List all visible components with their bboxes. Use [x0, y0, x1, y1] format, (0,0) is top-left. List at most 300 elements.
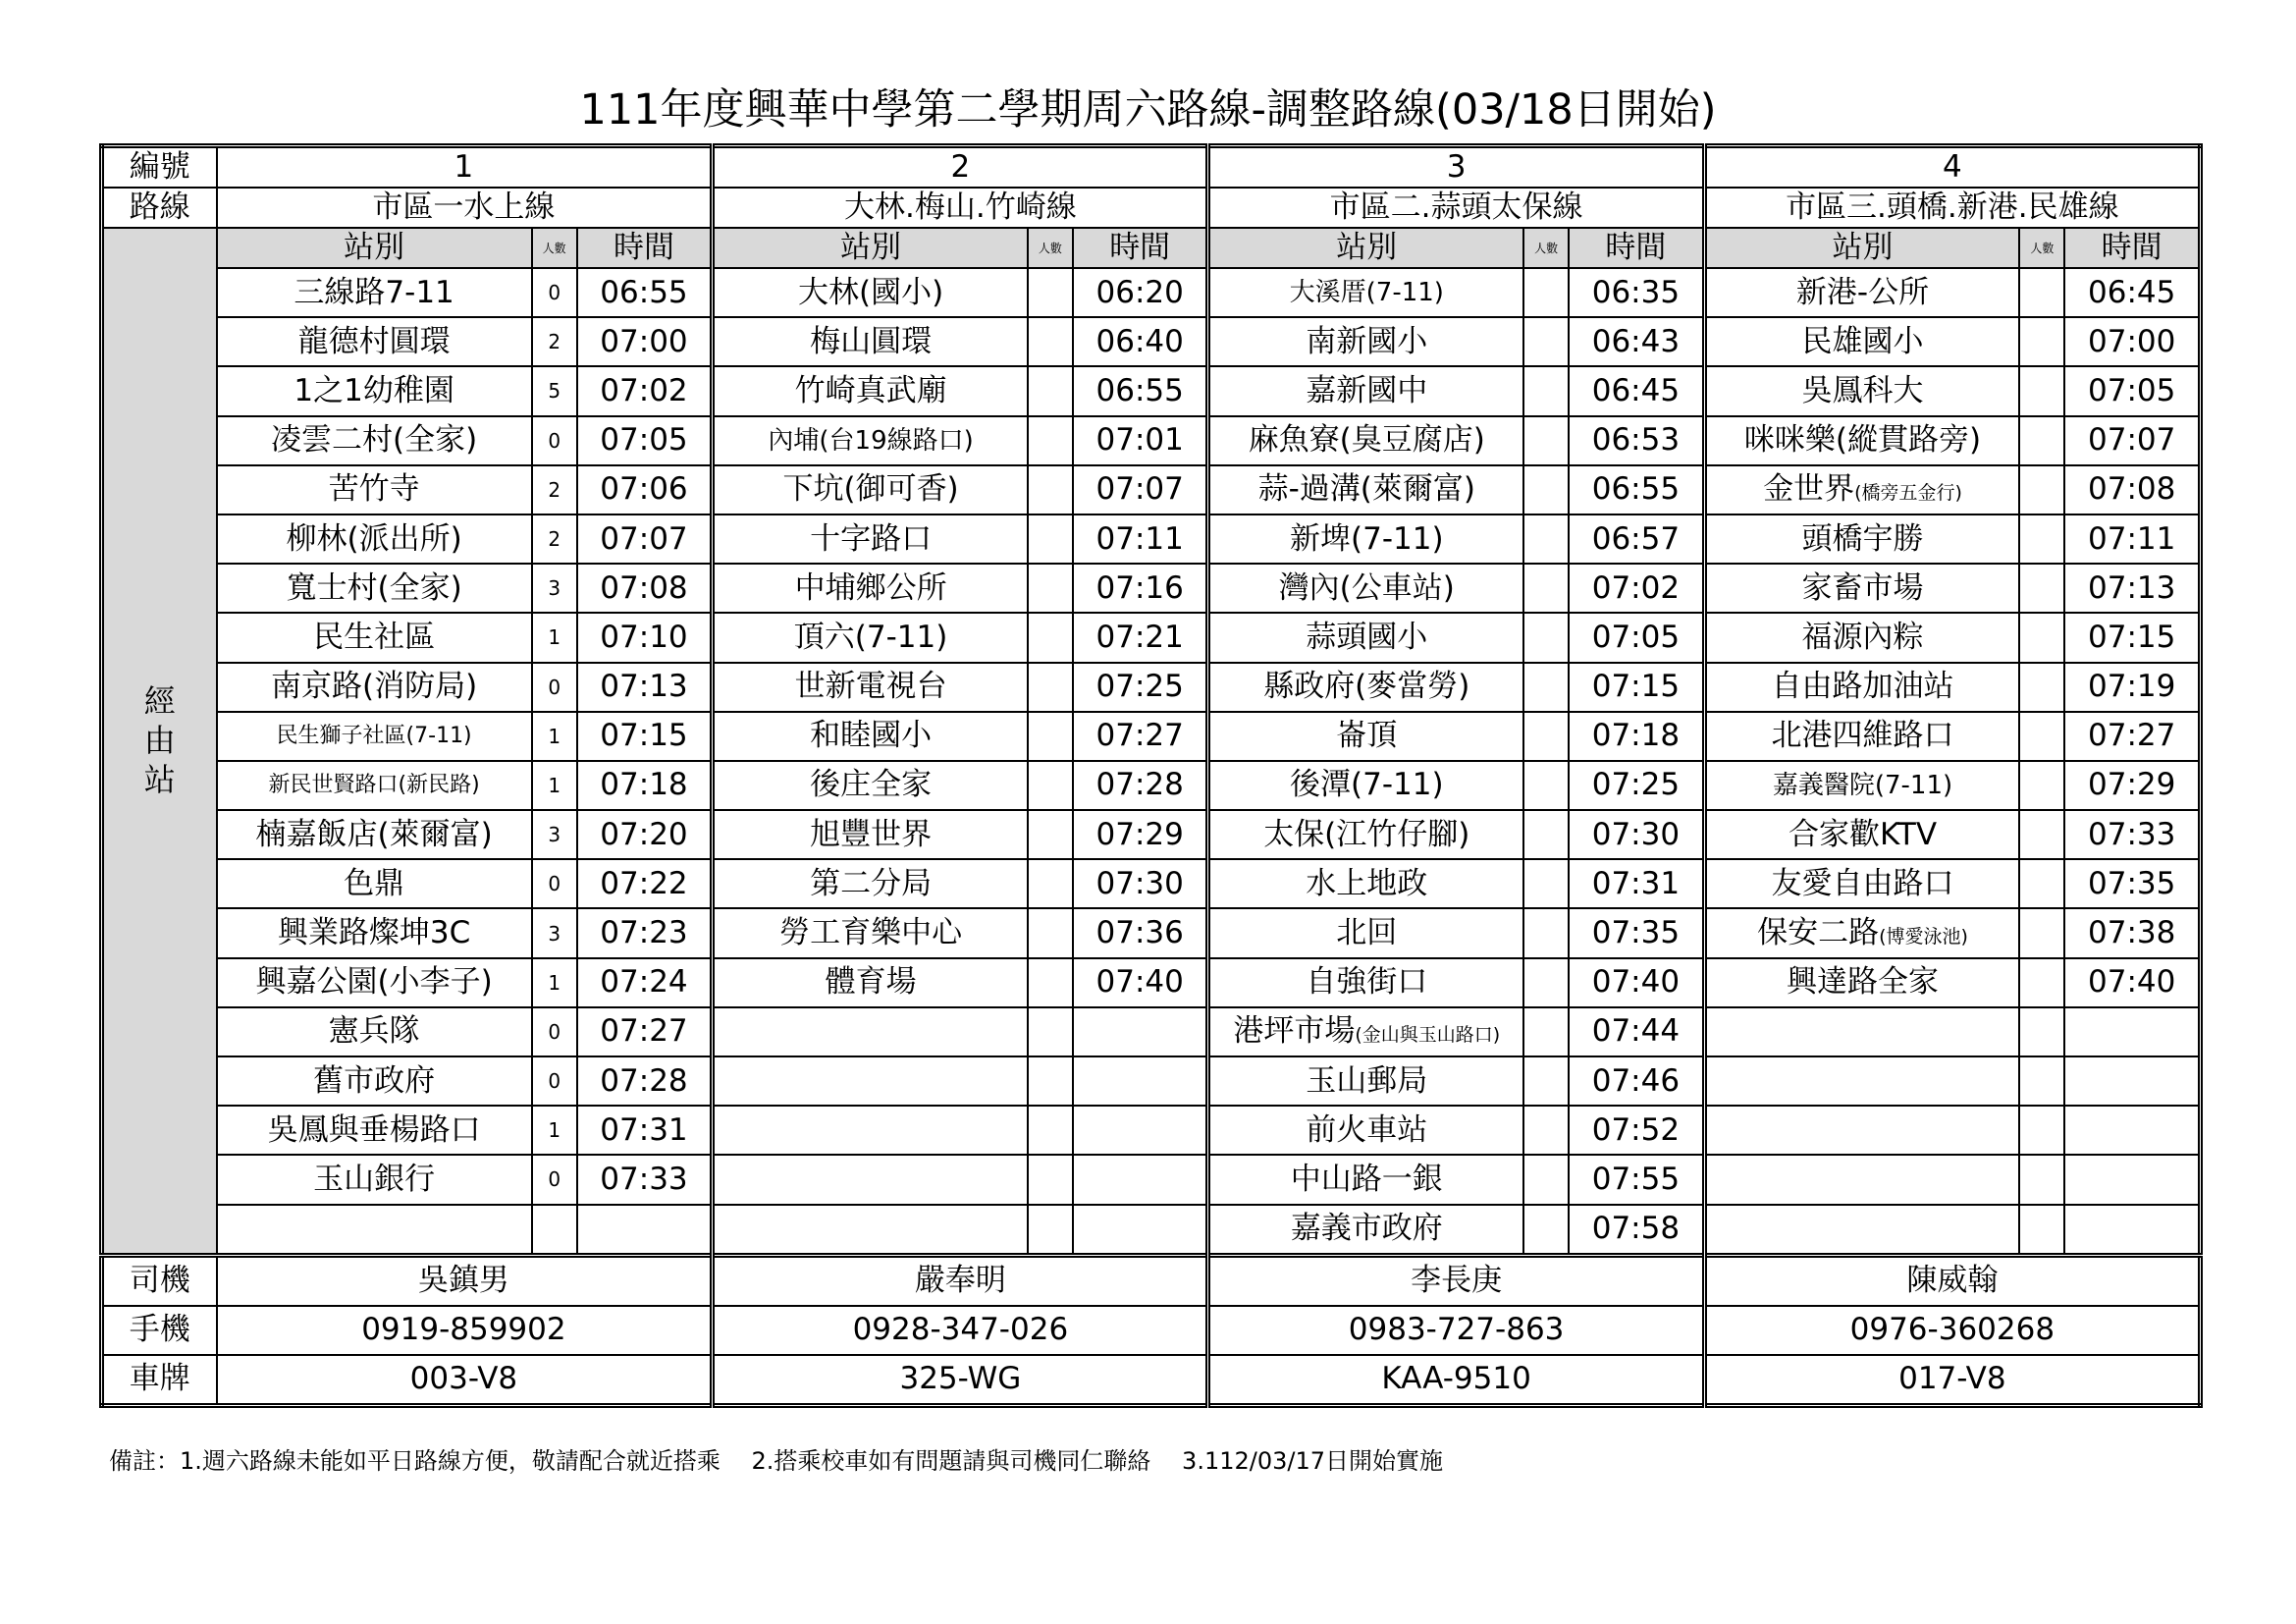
- via-stations-label: [102, 228, 217, 1255]
- station-name: 梅山圓環: [810, 323, 933, 359]
- station-cell: [1208, 859, 1523, 908]
- station-name: 玉山郵局: [1306, 1062, 1428, 1099]
- stop-row: [102, 810, 2201, 859]
- remarks-footnote: 備註：1.週六路線未能如平日路線方便，敬請配合就近搭乘 2.搭乘校車如有問題請與司機同仁聯絡 3.112/03/17日開始實施: [109, 1447, 1444, 1475]
- time-cell: 07:15: [1569, 663, 1704, 712]
- count-cell: [2019, 268, 2064, 317]
- count-cell: 0: [532, 663, 577, 712]
- count-cell: [1523, 958, 1569, 1007]
- route-name: 市區二.蒜頭太保線: [1208, 188, 1704, 228]
- station-cell: [713, 810, 1028, 859]
- count-cell: [2019, 1007, 2064, 1056]
- stop-row: [102, 268, 2201, 317]
- time-cell: 06:40: [1073, 317, 1208, 366]
- count-cell: [1028, 564, 1073, 613]
- count-cell: [2019, 761, 2064, 810]
- count-cell: [2019, 1205, 2064, 1256]
- time-cell: 07:30: [1073, 859, 1208, 908]
- row-driver: [102, 1255, 2201, 1306]
- station-name: 崙頂: [1336, 718, 1398, 754]
- time-cell: 07:18: [577, 761, 713, 810]
- station-cell: [713, 761, 1028, 810]
- count-header: 人數: [1028, 228, 1073, 268]
- via-stations-text: 經由站: [143, 682, 176, 799]
- phone-label: 手機: [102, 1306, 217, 1355]
- station-name: 嘉義醫院(7-11): [1772, 770, 1953, 800]
- station-note: (博愛泳池): [1879, 926, 1968, 948]
- station-cell: [1208, 416, 1523, 465]
- time-cell: 07:25: [1569, 761, 1704, 810]
- station-cell: [217, 810, 532, 859]
- count-cell: [1523, 514, 1569, 564]
- time-cell: 06:43: [1569, 317, 1704, 366]
- station-cell: [1208, 1205, 1523, 1256]
- route-number: 1: [217, 146, 713, 189]
- station-name: 福源內粽: [1801, 619, 1924, 655]
- station-cell: [1208, 1007, 1523, 1056]
- station-name: 後庄全家: [810, 767, 933, 803]
- count-cell: [2019, 663, 2064, 712]
- station-name: 下坑(御可香): [782, 471, 959, 508]
- route-number: 4: [1704, 146, 2200, 189]
- station-name: 勞工育樂中心: [779, 915, 963, 951]
- row-route-name: [102, 188, 2201, 228]
- time-cell: 07:08: [577, 564, 713, 613]
- stop-row: [102, 663, 2201, 712]
- count-cell: [2019, 514, 2064, 564]
- stop-row: [102, 958, 2201, 1007]
- count-cell: [1523, 1155, 1569, 1204]
- time-cell: 07:38: [2064, 908, 2200, 957]
- stop-row: [102, 465, 2201, 514]
- time-cell: [2064, 1106, 2200, 1155]
- time-cell: 07:13: [577, 663, 713, 712]
- stop-row: [102, 366, 2201, 415]
- station-name: 大溪厝(7-11): [1289, 278, 1444, 308]
- station-name: 吳鳳科大: [1801, 372, 1924, 408]
- station-name: 民生社區: [313, 619, 436, 655]
- station-name: 自強街口: [1306, 964, 1428, 1001]
- station-name: 蒜頭國小: [1306, 619, 1428, 655]
- count-cell: [1523, 613, 1569, 662]
- count-cell: [1028, 712, 1073, 761]
- schedule-table: [99, 143, 2203, 1408]
- station-name: 第二分局: [810, 865, 933, 901]
- station-cell: [1208, 958, 1523, 1007]
- driver-label: 司機: [102, 1255, 217, 1306]
- station-name: 合家歡KTV: [1788, 816, 1938, 852]
- driver-phone: 0928-347-026: [713, 1306, 1208, 1355]
- count-cell: [1028, 1106, 1073, 1155]
- time-cell: 07:29: [1073, 810, 1208, 859]
- station-cell: [217, 613, 532, 662]
- time-cell: 07:35: [2064, 859, 2200, 908]
- driver-name: 吳鎮男: [217, 1255, 713, 1306]
- station-cell: [713, 1106, 1028, 1155]
- station-name: 新埤(7-11): [1290, 520, 1444, 557]
- time-cell: 07:05: [577, 416, 713, 465]
- stop-row: [102, 317, 2201, 366]
- count-cell: 0: [532, 1056, 577, 1106]
- time-cell: 07:31: [1569, 859, 1704, 908]
- count-cell: [1523, 859, 1569, 908]
- time-cell: 07:05: [2064, 366, 2200, 415]
- count-cell: [2019, 810, 2064, 859]
- time-cell: 07:20: [577, 810, 713, 859]
- time-cell: 06:55: [577, 268, 713, 317]
- time-cell: 06:55: [1569, 465, 1704, 514]
- count-cell: [1028, 268, 1073, 317]
- count-cell: [1028, 1155, 1073, 1204]
- time-cell: 07:07: [577, 514, 713, 564]
- station-name: 民雄國小: [1801, 323, 1924, 359]
- station-cell: [1704, 613, 2019, 662]
- count-cell: [1523, 1106, 1569, 1155]
- station-name: 竹崎真武廟: [794, 372, 947, 408]
- station-name: 玉山銀行: [313, 1161, 436, 1197]
- station-name: 1之1幼稚園: [294, 372, 454, 408]
- station-cell: [217, 514, 532, 564]
- station-cell: [713, 712, 1028, 761]
- station-cell: [1704, 366, 2019, 415]
- station-cell: [1208, 1106, 1523, 1155]
- stop-row: [102, 1007, 2201, 1056]
- time-cell: 06:53: [1569, 416, 1704, 465]
- station-name: 南京路(消防局): [271, 669, 478, 705]
- count-cell: [2019, 416, 2064, 465]
- time-cell: 07:35: [1569, 908, 1704, 957]
- count-cell: 2: [532, 514, 577, 564]
- time-cell: 07:11: [1073, 514, 1208, 564]
- time-cell: 07:31: [577, 1106, 713, 1155]
- count-cell: [1028, 514, 1073, 564]
- row-column-headers: [102, 228, 2201, 268]
- time-cell: 07:27: [577, 1007, 713, 1056]
- station-name: 新民世賢路口(新民路): [268, 772, 480, 797]
- station-cell: [217, 1056, 532, 1106]
- station-name: 灣內(公車站): [1278, 569, 1455, 606]
- route-name: 市區一水上線: [217, 188, 713, 228]
- station-name: 北回: [1336, 915, 1398, 951]
- time-cell: [1073, 1106, 1208, 1155]
- count-cell: [2019, 712, 2064, 761]
- station-cell: [1208, 613, 1523, 662]
- time-cell: 07:58: [1569, 1205, 1704, 1256]
- time-cell: 07:40: [1569, 958, 1704, 1007]
- station-header: 站別: [713, 228, 1028, 268]
- station-name: 三線路7-11: [294, 274, 454, 310]
- station-name: 縣政府(麥當勞): [1263, 669, 1470, 705]
- station-cell: [217, 317, 532, 366]
- time-header: 時間: [1073, 228, 1208, 268]
- station-name: 寬士村(全家): [286, 569, 462, 606]
- station-name: 苦竹寺: [328, 471, 420, 508]
- count-cell: 3: [532, 564, 577, 613]
- count-cell: 1: [532, 958, 577, 1007]
- time-cell: 07:40: [1073, 958, 1208, 1007]
- station-name: 頂六(7-11): [793, 619, 948, 655]
- station-cell: [1704, 859, 2019, 908]
- stop-row: [102, 761, 2201, 810]
- count-cell: [1028, 1007, 1073, 1056]
- count-cell: [2019, 958, 2064, 1007]
- station-cell: [1704, 1056, 2019, 1106]
- time-cell: 06:20: [1073, 268, 1208, 317]
- count-cell: [1028, 1205, 1073, 1256]
- time-cell: [1073, 1056, 1208, 1106]
- count-cell: [2019, 908, 2064, 957]
- count-cell: [1523, 366, 1569, 415]
- station-name: 保安二路: [1757, 915, 1880, 951]
- count-cell: [2019, 613, 2064, 662]
- count-cell: [2019, 1155, 2064, 1204]
- station-cell: [713, 1056, 1028, 1106]
- station-cell: [713, 1007, 1028, 1056]
- time-cell: 07:27: [2064, 712, 2200, 761]
- station-header: 站別: [1704, 228, 2019, 268]
- stop-row: [102, 908, 2201, 957]
- station-cell: [217, 564, 532, 613]
- time-cell: [1073, 1205, 1208, 1256]
- station-header: 站別: [217, 228, 532, 268]
- count-cell: [1523, 268, 1569, 317]
- station-cell: [1208, 268, 1523, 317]
- count-cell: 2: [532, 465, 577, 514]
- station-cell: [1208, 712, 1523, 761]
- time-cell: [2064, 1155, 2200, 1204]
- time-cell: 07:13: [2064, 564, 2200, 613]
- bus-plate: 325-WG: [713, 1355, 1208, 1406]
- time-cell: 07:24: [577, 958, 713, 1007]
- station-cell: [1704, 663, 2019, 712]
- count-cell: [1028, 317, 1073, 366]
- time-cell: 07:46: [1569, 1056, 1704, 1106]
- bus-plate: 017-V8: [1704, 1355, 2200, 1406]
- route-number: 2: [713, 146, 1208, 189]
- station-cell: [713, 663, 1028, 712]
- time-cell: 07:11: [2064, 514, 2200, 564]
- station-name: 楠嘉飯店(萊爾富): [255, 816, 493, 852]
- station-name: 龍德村圓環: [297, 323, 451, 359]
- count-cell: [1028, 908, 1073, 957]
- station-name: 旭豐世界: [810, 816, 933, 852]
- station-name: 港坪市場: [1233, 1013, 1356, 1050]
- station-name: 嘉義市政府: [1290, 1211, 1443, 1247]
- station-cell: [713, 416, 1028, 465]
- time-cell: 07:36: [1073, 908, 1208, 957]
- station-cell: [713, 958, 1028, 1007]
- station-cell: [1208, 465, 1523, 514]
- time-cell: 06:55: [1073, 366, 1208, 415]
- bus-plate: 003-V8: [217, 1355, 713, 1406]
- count-cell: [1028, 859, 1073, 908]
- station-note: (橋旁五金行): [1854, 482, 1962, 505]
- station-header: 站別: [1208, 228, 1523, 268]
- station-cell: [1208, 810, 1523, 859]
- station-name: 家畜市場: [1801, 569, 1924, 606]
- time-cell: 07:10: [577, 613, 713, 662]
- stop-row: [102, 1155, 2201, 1204]
- count-cell: [1028, 613, 1073, 662]
- count-header: 人數: [2019, 228, 2064, 268]
- count-cell: [2019, 465, 2064, 514]
- stop-row: [102, 1205, 2201, 1256]
- time-cell: 07:02: [1569, 564, 1704, 613]
- time-cell: 07:07: [1073, 465, 1208, 514]
- station-cell: [713, 908, 1028, 957]
- count-cell: [1523, 465, 1569, 514]
- count-cell: [2019, 1056, 2064, 1106]
- time-cell: 07:00: [2064, 317, 2200, 366]
- stop-row: [102, 1056, 2201, 1106]
- station-cell: [1208, 1056, 1523, 1106]
- count-cell: [1523, 712, 1569, 761]
- count-cell: 1: [532, 712, 577, 761]
- station-cell: [1704, 268, 2019, 317]
- station-cell: [713, 366, 1028, 415]
- count-cell: [1028, 416, 1073, 465]
- station-cell: [1208, 514, 1523, 564]
- station-name: 色鼎: [344, 865, 405, 901]
- station-cell: [1208, 761, 1523, 810]
- count-cell: [1028, 810, 1073, 859]
- time-cell: 07:29: [2064, 761, 2200, 810]
- driver-phone: 0976-360268: [1704, 1306, 2200, 1355]
- stop-row: [102, 712, 2201, 761]
- number-label: 編號: [102, 146, 217, 189]
- station-name: 凌雲二村(全家): [271, 422, 478, 459]
- station-cell: [1208, 1155, 1523, 1204]
- station-cell: [217, 268, 532, 317]
- route-number: 3: [1208, 146, 1704, 189]
- station-cell: [1704, 317, 2019, 366]
- time-cell: [1073, 1155, 1208, 1204]
- station-name: 大林(國小): [797, 274, 944, 310]
- count-cell: 0: [532, 268, 577, 317]
- station-cell: [713, 514, 1028, 564]
- station-cell: [1704, 908, 2019, 957]
- count-cell: [1028, 663, 1073, 712]
- station-cell: [1208, 366, 1523, 415]
- route-name: 市區三.頭橋.新港.民雄線: [1704, 188, 2200, 228]
- time-cell: 07:05: [1569, 613, 1704, 662]
- stop-row: [102, 613, 2201, 662]
- time-header: 時間: [577, 228, 713, 268]
- station-name: 內埔(台19線路口): [768, 425, 974, 456]
- row-phone: [102, 1306, 2201, 1355]
- station-cell: [1704, 465, 2019, 514]
- time-cell: 07:33: [2064, 810, 2200, 859]
- time-cell: 07:18: [1569, 712, 1704, 761]
- station-cell: [217, 859, 532, 908]
- station-name: 後潭(7-11): [1290, 767, 1444, 803]
- station-cell: [1704, 416, 2019, 465]
- count-cell: 3: [532, 810, 577, 859]
- station-name: 自由路加油站: [1771, 669, 1954, 705]
- time-cell: 07:23: [577, 908, 713, 957]
- station-name: 北港四維路口: [1771, 718, 1954, 754]
- station-name: 蒜-過溝(萊爾富): [1257, 471, 1475, 508]
- time-cell: [1073, 1007, 1208, 1056]
- time-cell: 07:06: [577, 465, 713, 514]
- station-name: 憲兵隊: [328, 1013, 420, 1050]
- plate-label: 車牌: [102, 1355, 217, 1406]
- time-cell: 07:07: [2064, 416, 2200, 465]
- count-cell: [1523, 761, 1569, 810]
- time-cell: 07:19: [2064, 663, 2200, 712]
- count-cell: [1523, 810, 1569, 859]
- driver-phone: 0983-727-863: [1208, 1306, 1704, 1355]
- station-cell: [217, 663, 532, 712]
- station-name: 中山路一銀: [1290, 1161, 1443, 1197]
- count-cell: [532, 1205, 577, 1256]
- time-cell: 07:15: [2064, 613, 2200, 662]
- time-cell: [2064, 1056, 2200, 1106]
- count-cell: 2: [532, 317, 577, 366]
- station-name: 太保(江竹仔腳): [1263, 816, 1470, 852]
- count-cell: [1028, 366, 1073, 415]
- time-cell: 07:44: [1569, 1007, 1704, 1056]
- station-cell: [1208, 564, 1523, 613]
- station-name: 水上地政: [1306, 865, 1428, 901]
- station-cell: [1704, 1007, 2019, 1056]
- count-cell: [1028, 958, 1073, 1007]
- driver-name: 陳威翰: [1704, 1255, 2200, 1306]
- count-cell: [1523, 663, 1569, 712]
- station-cell: [1208, 317, 1523, 366]
- station-cell: [217, 366, 532, 415]
- time-cell: [2064, 1007, 2200, 1056]
- station-name: 興業路燦坤3C: [277, 915, 471, 951]
- time-cell: 07:28: [577, 1056, 713, 1106]
- count-cell: [2019, 564, 2064, 613]
- stop-row: [102, 859, 2201, 908]
- station-name: 十字路口: [810, 520, 933, 557]
- time-cell: 07:21: [1073, 613, 1208, 662]
- time-cell: 07:08: [2064, 465, 2200, 514]
- station-cell: [1704, 958, 2019, 1007]
- time-cell: 07:00: [577, 317, 713, 366]
- station-cell: [1704, 810, 2019, 859]
- station-name: 民生獅子社區(7-11): [276, 723, 472, 748]
- station-name: 前火車站: [1306, 1111, 1428, 1148]
- count-cell: [1523, 1205, 1569, 1256]
- count-cell: 1: [532, 613, 577, 662]
- station-cell: [1704, 1155, 2019, 1204]
- count-header: 人數: [532, 228, 577, 268]
- stop-row: [102, 564, 2201, 613]
- count-cell: [2019, 1106, 2064, 1155]
- station-name: 柳林(派出所): [286, 520, 462, 557]
- station-cell: [713, 1155, 1028, 1204]
- station-cell: [1704, 1205, 2019, 1256]
- station-cell: [217, 1007, 532, 1056]
- station-cell: [713, 613, 1028, 662]
- time-cell: 07:40: [2064, 958, 2200, 1007]
- station-cell: [1704, 1106, 2019, 1155]
- count-cell: [1523, 908, 1569, 957]
- station-cell: [217, 712, 532, 761]
- time-cell: 06:35: [1569, 268, 1704, 317]
- time-cell: 07:22: [577, 859, 713, 908]
- count-cell: [1523, 564, 1569, 613]
- station-cell: [217, 1106, 532, 1155]
- station-cell: [1704, 712, 2019, 761]
- station-name: 南新國小: [1306, 323, 1428, 359]
- station-name: 頭橋宇勝: [1801, 520, 1924, 557]
- count-cell: 0: [532, 1155, 577, 1204]
- station-name: 世新電視台: [794, 669, 947, 705]
